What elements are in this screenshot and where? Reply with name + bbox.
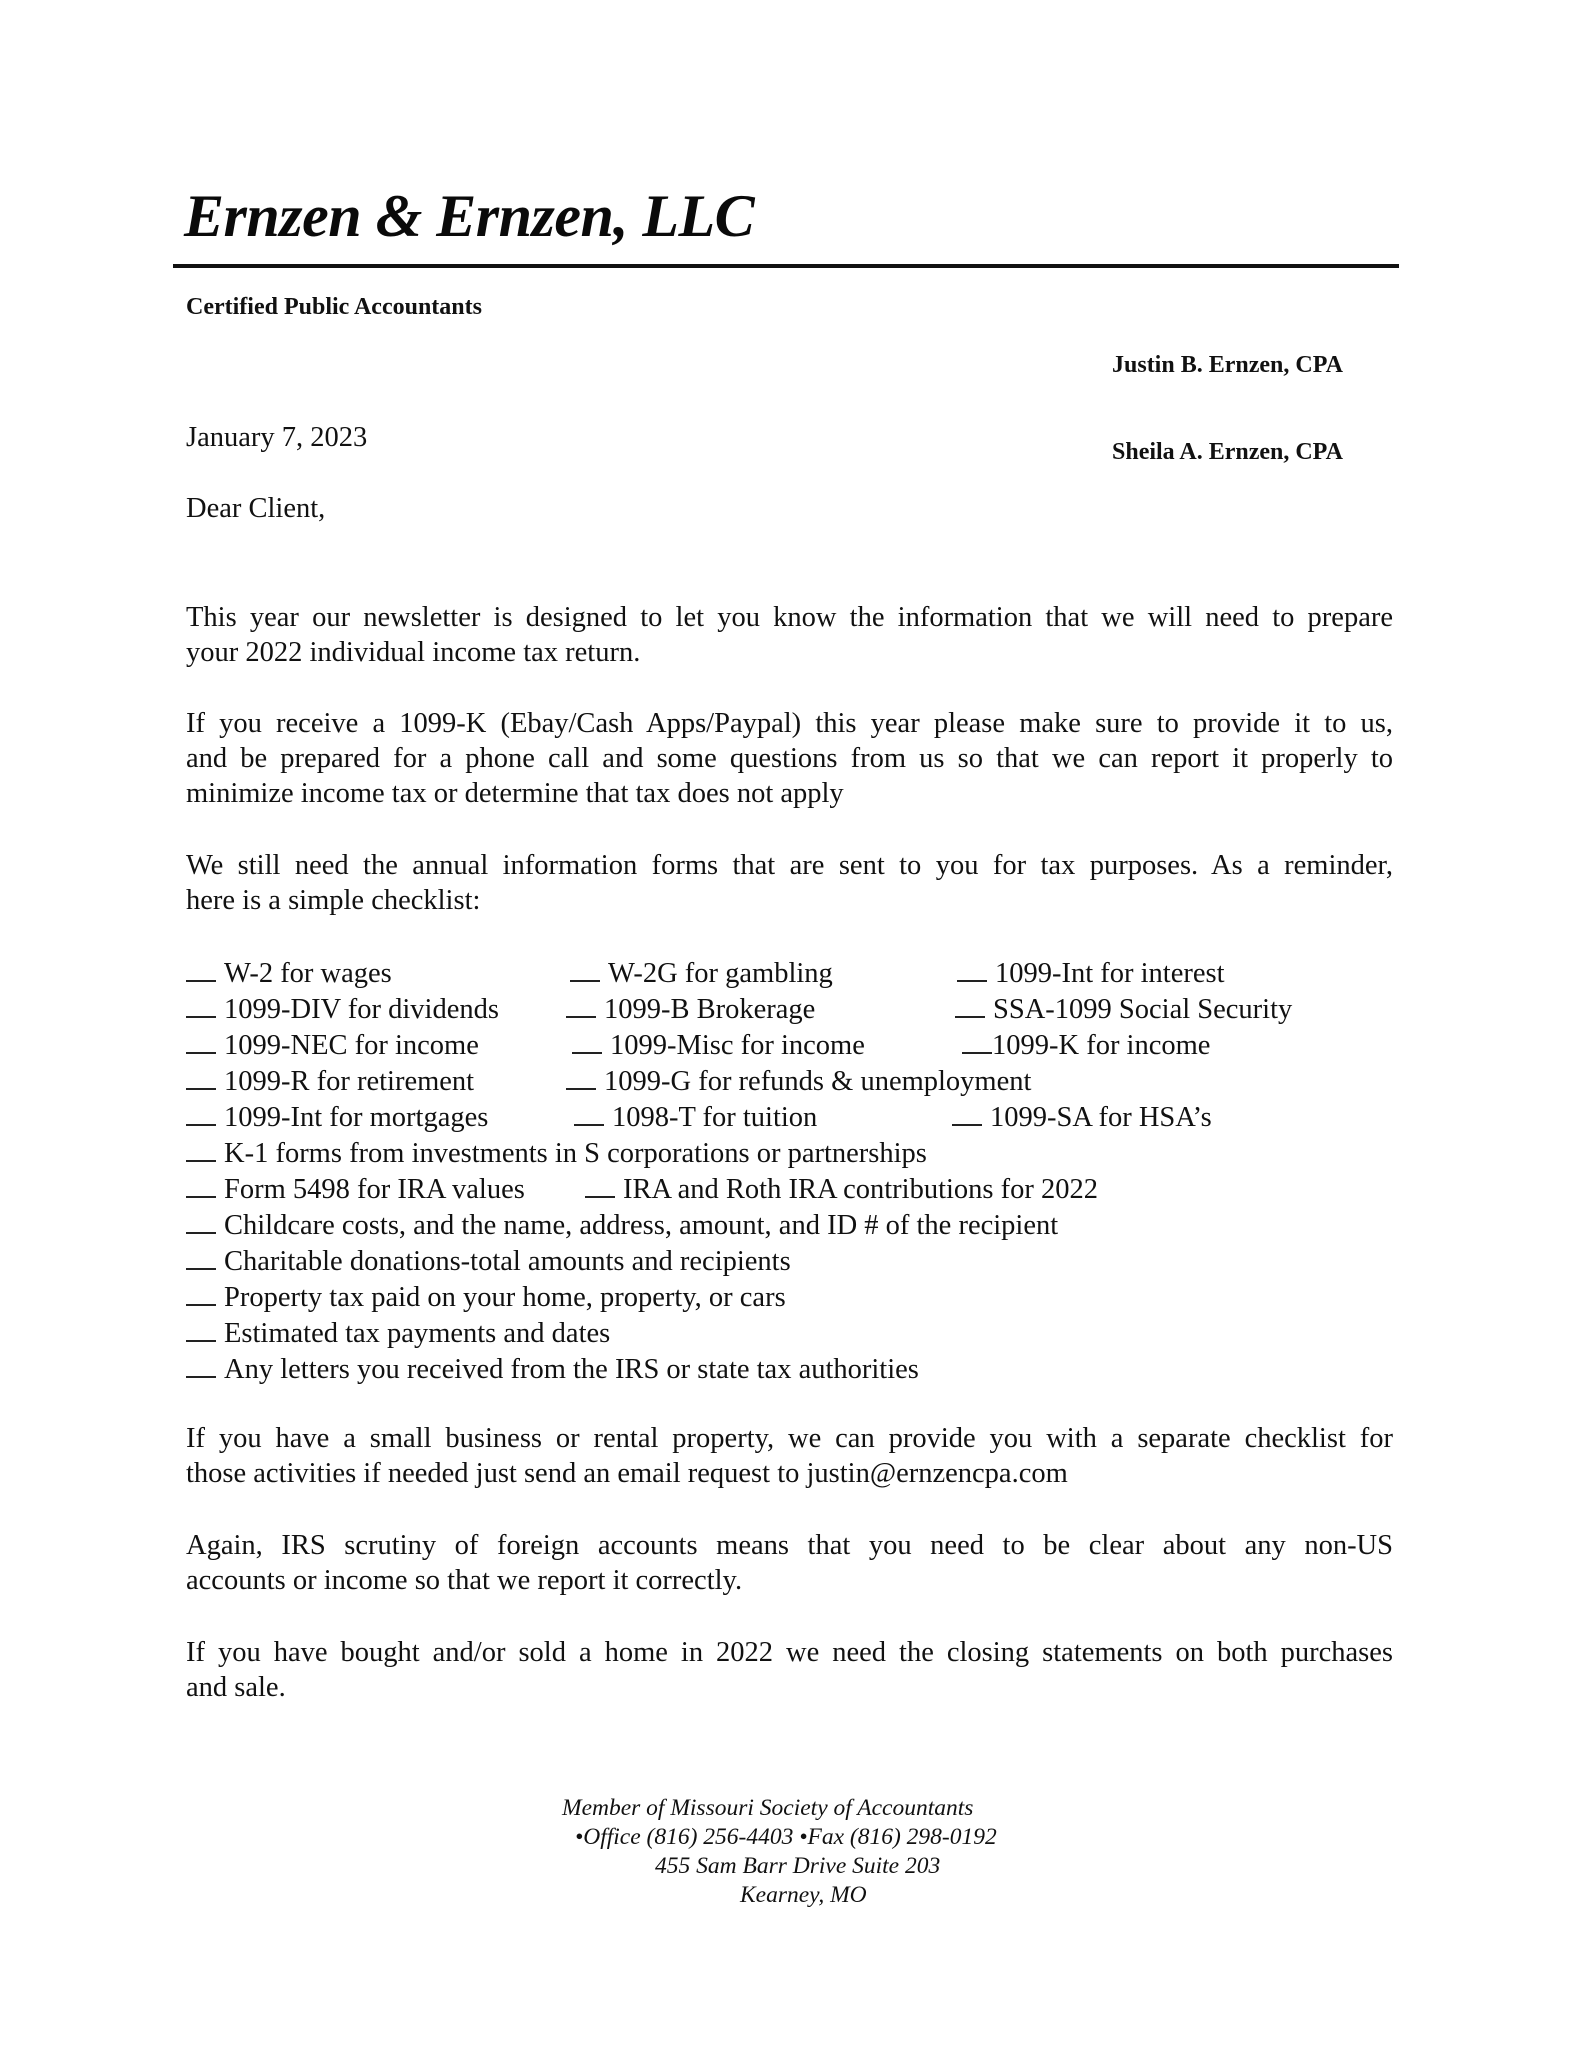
checklist-item: 1099-K for income xyxy=(962,1028,1210,1064)
letterhead-rule xyxy=(173,264,1399,268)
checklist-item: 1099-Int for interest xyxy=(957,956,1225,992)
checkbox-blank[interactable] xyxy=(186,1376,216,1378)
checklist-item: W-2G for gambling xyxy=(570,956,833,992)
paragraph-line: those activities if needed just send an email request to justin@ernzencpa.com xyxy=(186,1458,1068,1489)
checklist-item: 1099-NEC for income xyxy=(186,1028,479,1064)
footer-membership: Member of Missouri Society of Accountants xyxy=(562,1795,974,1821)
checkbox-blank[interactable] xyxy=(186,980,216,982)
checkbox-blank[interactable] xyxy=(957,980,987,982)
checklist-item: Form 5498 for IRA values xyxy=(186,1172,525,1208)
footer-contact: •Office (816) 256-4403 •Fax (816) 298-0192 xyxy=(575,1824,997,1850)
partner-name: Sheila A. Ernzen, CPA xyxy=(1112,439,1343,465)
checklist-item: IRA and Roth IRA contributions for 2022 xyxy=(585,1172,1098,1208)
firm-subtitle: Certified Public Accountants xyxy=(186,294,482,320)
checklist-item: K-1 forms from investments in S corporations or partnerships xyxy=(186,1136,927,1172)
checkbox-blank[interactable] xyxy=(962,1052,992,1054)
checklist-item: Estimated tax payments and dates xyxy=(186,1316,610,1352)
paragraph-line: here is a simple checklist: xyxy=(186,885,481,916)
paragraph-line: and sale. xyxy=(186,1672,286,1703)
checklist-item: Childcare costs, and the name, address, amount, and ID # of the recipient xyxy=(186,1208,1058,1244)
checklist-item: 1099-R for retirement xyxy=(186,1064,474,1100)
paragraph-line: If you have a small business or rental property, we can provide you with a separate checklist for xyxy=(186,1423,1393,1454)
checkbox-blank[interactable] xyxy=(566,1016,596,1018)
partner-list xyxy=(1112,293,1370,496)
checklist-item: 1099-B Brokerage xyxy=(566,992,815,1028)
checkbox-blank[interactable] xyxy=(186,1196,216,1198)
paragraph-line: If you have bought and/or sold a home in 2022 we need the closing statements on both purchases xyxy=(186,1637,1393,1668)
checkbox-blank[interactable] xyxy=(955,1016,985,1018)
paragraph-line: Again, IRS scrutiny of foreign accounts means that you need to be clear about any non-US xyxy=(186,1530,1393,1561)
checklist-item: W-2 for wages xyxy=(186,956,392,992)
checkbox-blank[interactable] xyxy=(186,1340,216,1342)
checkbox-blank[interactable] xyxy=(585,1196,615,1198)
checklist-item: Property tax paid on your home, property, or cars xyxy=(186,1280,786,1316)
firm-name: Ernzen & Ernzen, LLC xyxy=(184,183,755,249)
checklist-item: 1098-T for tuition xyxy=(574,1100,817,1136)
checkbox-blank[interactable] xyxy=(186,1268,216,1270)
paragraph-line: and be prepared for a phone call and some questions from us so that we can report it properly to xyxy=(186,743,1393,774)
checklist-item: 1099-Int for mortgages xyxy=(186,1100,488,1136)
checkbox-blank[interactable] xyxy=(574,1124,604,1126)
checkbox-blank[interactable] xyxy=(186,1088,216,1090)
checklist-item: 1099-SA for HSA’s xyxy=(952,1100,1212,1136)
checkbox-blank[interactable] xyxy=(186,1016,216,1018)
checklist-item: 1099-DIV for dividends xyxy=(186,992,499,1028)
checkbox-blank[interactable] xyxy=(566,1088,596,1090)
checklist-item: Any letters you received from the IRS or state tax authorities xyxy=(186,1352,919,1388)
checkbox-blank[interactable] xyxy=(570,980,600,982)
checkbox-blank[interactable] xyxy=(572,1052,602,1054)
checkbox-blank[interactable] xyxy=(186,1124,216,1126)
paragraph-line: This year our newsletter is designed to let you know the information that we will need to prepare xyxy=(186,602,1393,633)
checklist-item: SSA-1099 Social Security xyxy=(955,992,1292,1028)
paragraph-line: your 2022 individual income tax return. xyxy=(186,637,641,668)
letter-date: January 7, 2023 xyxy=(186,422,368,453)
footer-city: Kearney, MO xyxy=(740,1882,867,1908)
checklist-item: 1099-G for refunds & unemployment xyxy=(566,1064,1031,1100)
salutation: Dear Client, xyxy=(186,493,326,524)
paragraph-line: minimize income tax or determine that tax does not apply xyxy=(186,778,844,809)
paragraph-line: We still need the annual information forms that are sent to you for tax purposes. As a reminder, xyxy=(186,850,1393,881)
checkbox-blank[interactable] xyxy=(952,1124,982,1126)
checklist-item: Charitable donations-total amounts and recipients xyxy=(186,1244,791,1280)
paragraph-line: accounts or income so that we report it correctly. xyxy=(186,1565,743,1596)
checkbox-blank[interactable] xyxy=(186,1232,216,1234)
partner-name: Justin B. Ernzen, CPA xyxy=(1112,352,1343,378)
checkbox-blank[interactable] xyxy=(186,1304,216,1306)
checkbox-blank[interactable] xyxy=(186,1052,216,1054)
checkbox-blank[interactable] xyxy=(186,1160,216,1162)
checklist-item: 1099-Misc for income xyxy=(572,1028,865,1064)
footer-address: 455 Sam Barr Drive Suite 203 xyxy=(655,1853,941,1879)
paragraph-line: If you receive a 1099-K (Ebay/Cash Apps/Paypal) this year please make sure to provide it to us, xyxy=(186,708,1393,739)
